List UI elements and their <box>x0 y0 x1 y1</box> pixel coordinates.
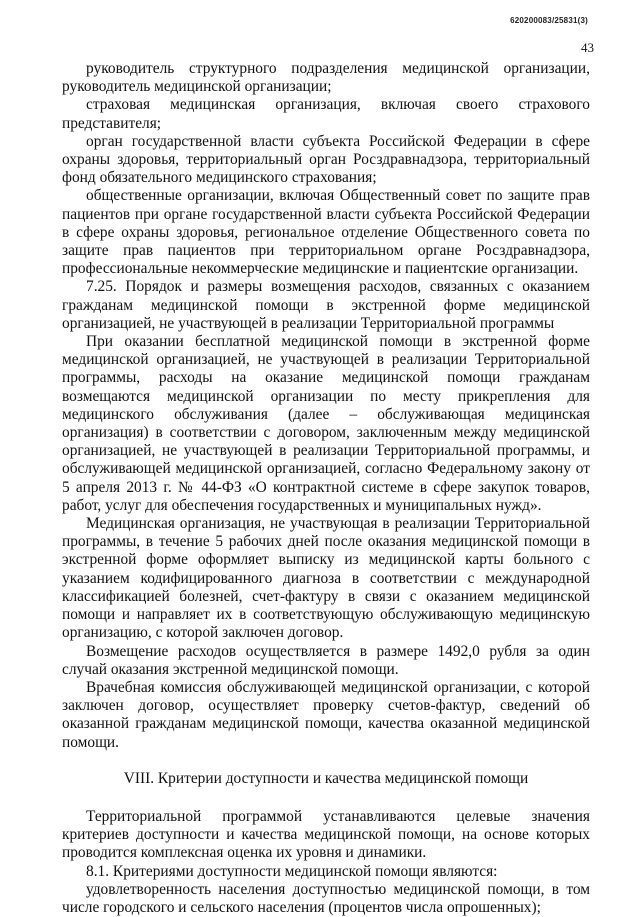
paragraph: страховая медицинская организация, включая своего страхового представителя; <box>62 96 590 132</box>
paragraph: 8.1. Критериями доступности медицинской помощи являются: <box>86 862 498 880</box>
page-number: 43 <box>581 40 594 55</box>
paragraph: Врачебная комиссия обслуживающей медицинской организации, с которой заключен договор, осуществляет проверку счетов-фактур, сведений об оказанной гражданам медицинской помощи, качества оказанной медицинской помощи. <box>62 678 590 751</box>
paragraph: удовлетворенность населения доступностью медицинской помощи, в том числе городского и сельского населения (процентов числа опрошенных); <box>62 880 590 916</box>
paragraph: общественные организации, включая Общественный совет по защите прав пациентов при органе государственной власти субъекта Российской Федерации в сфере охраны здоровья, региональное отделение Общественного совета по защите прав пациентов при территориальном органе Росздравнадзора, профессиональные некоммерческие медицинские и пациентские организации. <box>62 187 590 278</box>
paragraph: При оказании бесплатной медицинской помощи в экстренной форме медицинской организацией, не участвующей в реализации Территориальной программы, расходы на оказание медицинской помощи гражданам возмещаются медицинской организации по месту прикрепления для медицинского обслуживания (далее – обслуживающая медицинская организация) в соответствии с договором, заключенным между медицинской организацией, не участвующей в реализации Территориальной программы, и обслуживающей медицинской организацией, согласно Федеральному закону от 5 апреля 2013 г. № 44-ФЗ «О контрактной системе в сфере закупок товаров, работ, услуг для обеспечения государственных и муниципальных нужд». <box>62 333 590 514</box>
paragraph: 7.25. Порядок и размеры возмещения расходов, связанных с оказанием гражданам медицинской помощи в экстренной форме медицинской организацией, не участвующей в реализации Территориальной программы <box>62 278 590 332</box>
section-heading: VIII. Критерии доступности и качества медицинской помощи <box>123 769 529 787</box>
document-code: 620200083/25831(3) <box>510 16 588 25</box>
document-body <box>62 60 590 917</box>
paragraph: Возмещение расходов осуществляется в размере 1492,0 рубля за один случай оказания экстренной медицинской помощи. <box>62 642 590 678</box>
paragraph: орган государственной власти субъекта Российской Федерации в сфере охраны здоровья, территориальный орган Росздравнадзора, территориальный фонд обязательного медицинского страхования; <box>62 132 590 187</box>
paragraph: Территориальной программой устанавливаются целевые значения критериев доступности и качества медицинской помощи, на основе которых проводится комплексная оценка их уровня и динамики. <box>62 807 590 862</box>
paragraph: руководитель структурного подразделения медицинской организации, руководитель медицинской организации; <box>62 60 590 96</box>
paragraph: Медицинская организация, не участвующая в реализации Территориальной программы, в течение 5 рабочих дней после оказания медицинской помощи в экстренной форме оформляет выписку из медицинской карты больного с указанием кодифицированного диагноза в соответствии с международной классификацией болезней, счет-фактуру в связи с оказанием медицинской помощи и направляет их в соответствующую обслуживающую медицинскую организацию, с которой заключен договор. <box>62 515 590 642</box>
